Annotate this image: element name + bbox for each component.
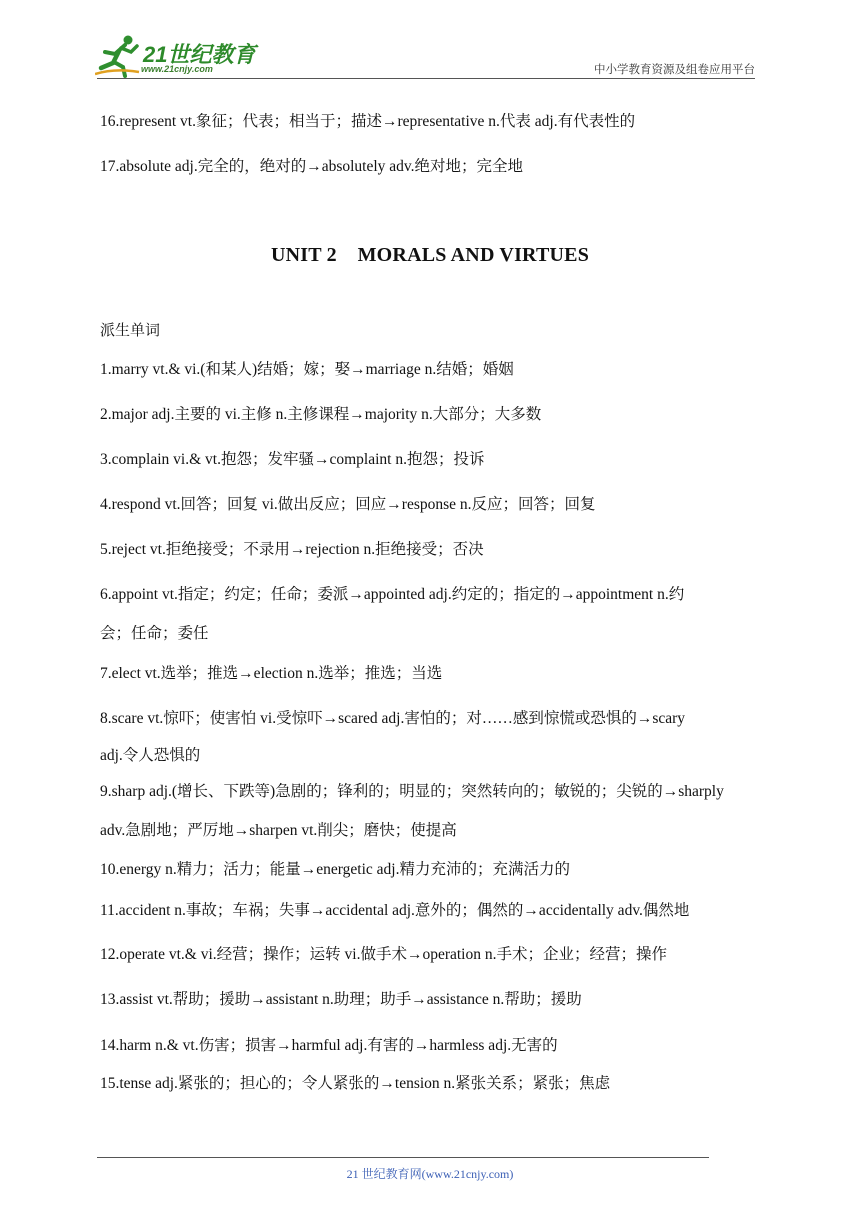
vocab-line: 14.harm n.& vt.伤害；损害→harmful adj.有害的→harmless adj.无害的	[100, 1037, 558, 1054]
vocab-line-cont: adj.令人恐惧的	[100, 747, 201, 764]
vocab-line: 3.complain vi.& vt.抱怨；发牢骚→complaint n.抱怨；投诉	[100, 451, 485, 468]
footer-divider	[97, 1157, 709, 1158]
site-tagline: 中小学教育资源及组卷应用平台	[594, 62, 755, 76]
vocab-line: 17.absolute adj.完全的，绝对的→absolutely adv.绝对地；完全地	[100, 158, 524, 175]
unit-title: UNIT 2 MORALS AND VIRTUES	[270, 244, 590, 266]
section-heading: 派生单词	[100, 321, 161, 339]
vocab-line: 6.appoint vt.指定；约定；任命；委派→appointed adj.约定的；指定的→appointment n.约	[100, 586, 685, 603]
vocab-line: 10.energy n.精力；活力；能量→energetic adj.精力充沛的；充满活力的	[100, 861, 570, 878]
footer-link[interactable]: 21 世纪教育网(www.21cnjy.com)	[346, 1167, 514, 1181]
logo-url: www.21cnjy.com	[141, 64, 213, 74]
vocab-line-cont: 会；任命；委任	[100, 625, 209, 642]
vocab-line: 2.major adj.主要的 vi.主修 n.主修课程→majority n.大部分；大多数	[100, 406, 542, 423]
header-divider	[97, 78, 755, 79]
vocab-line: 15.tense adj.紧张的；担心的；令人紧张的→tension n.紧张关系；紧张；焦虑	[100, 1075, 611, 1092]
vocab-line: 1.marry vt.& vi.(和某人)结婚；嫁；娶→marriage n.结婚；婚姻	[100, 361, 514, 378]
vocab-line: 13.assist vt.帮助；援助→assistant n.助理；助手→assistance n.帮助；援助	[100, 991, 582, 1008]
vocab-line: 8.scare vt.惊吓；使害怕 vi.受惊吓→scared adj.害怕的；对……感到惊慌或恐惧的→scary	[100, 710, 686, 727]
runner-icon	[95, 34, 141, 78]
vocab-line: 9.sharp adj.(增长、下跌等)急剧的；锋利的；明显的；突然转向的；敏锐的；尖锐的→sharply	[100, 783, 724, 800]
site-logo[interactable]	[95, 34, 270, 80]
logo-text: 21世纪教育	[143, 42, 256, 67]
vocab-line: 16.represent vt.象征；代表；相当于；描述→representative n.代表 adj.有代表性的	[100, 113, 636, 130]
vocab-line: 7.elect vt.选举；推选→election n.选举；推选；当选	[100, 665, 443, 682]
vocab-line: 4.respond vt.回答；回复 vi.做出反应；回应→response n.反应；回答；回复	[100, 496, 596, 513]
vocab-line: 5.reject vt.拒绝接受；不录用→rejection n.拒绝接受；否决	[100, 541, 484, 558]
vocab-line-cont: adv.急剧地；严厉地→sharpen vt.削尖；磨快；使提高	[100, 822, 457, 839]
vocab-line: 11.accident n.事故；车祸；失事→accidental adj.意外的；偶然的→accidentally adv.偶然地	[100, 902, 690, 919]
vocab-line: 12.operate vt.& vi.经营；操作；运转 vi.做手术→operation n.手术；企业；经营；操作	[100, 946, 667, 963]
